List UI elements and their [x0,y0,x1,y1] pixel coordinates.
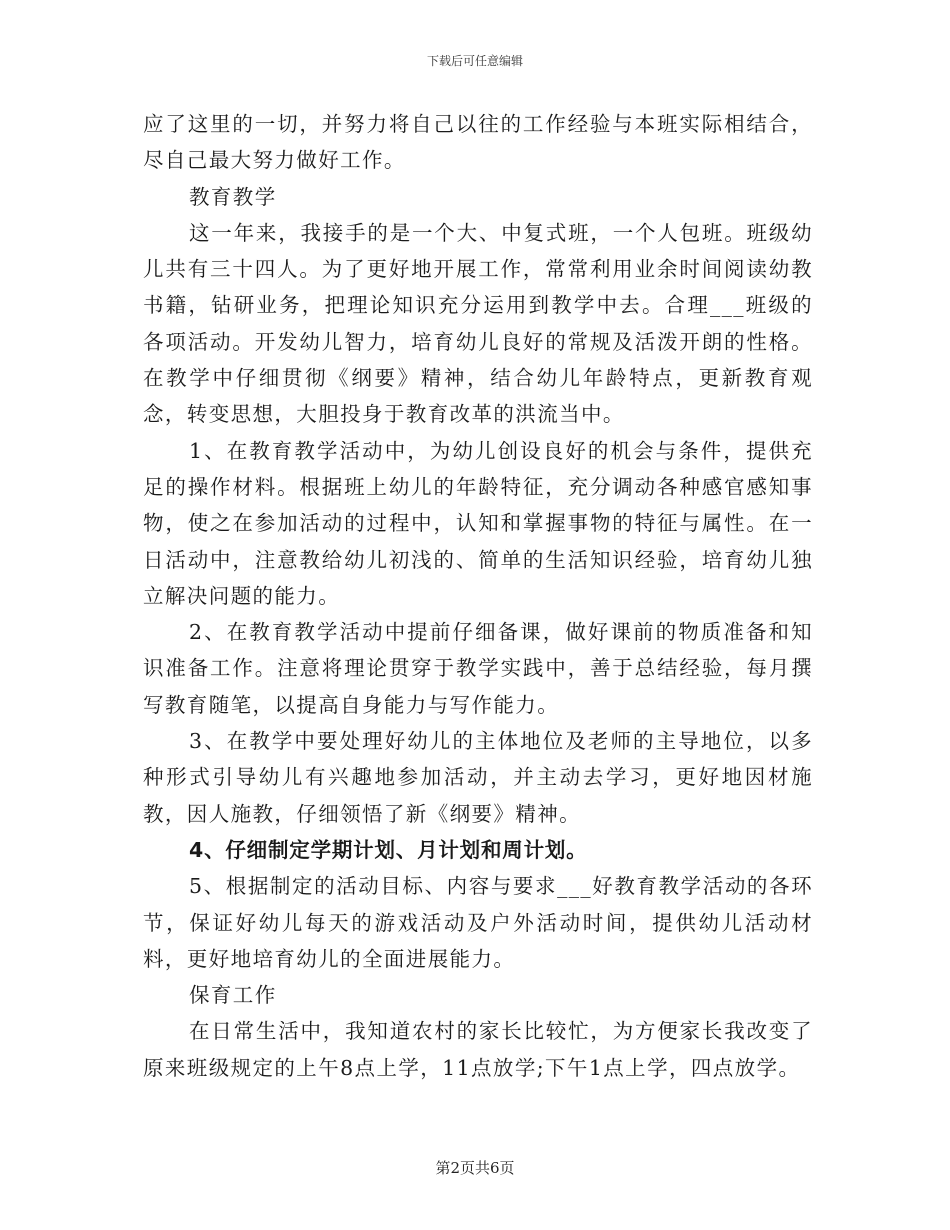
section-heading-teaching: 教育教学 [189,184,277,209]
list-item-3: 3、在教学中要处理好幼儿的主体地位及老师的主导地位，以多种形式引导幼儿有兴趣地参加活动，并主动去学习，更好地因材施教，因人施教，仔细领悟了新《纲要》精神。 [143,729,813,826]
section-heading-care: 保育工作 [189,983,277,1008]
page-footer: 第2页共6页 [435,1159,515,1177]
list-item-1: 1、在教育教学活动中，为幼儿创设良好的机会与条件，提供充足的操作材料。根据班上幼儿的年龄特征，充分调动各种感官感知事物，使之在参加活动的过程中，认知和掌握事物的特征与属性。在一日活动中，注意教给幼儿初浅的、简单的生活知识经验，培育幼儿独立解决问题的能力。 [143,438,813,608]
list-item-4: 4、仔细制定学期计划、月计划和周计划。 [189,837,588,862]
paragraph-care: 在日常生活中，我知道农村的家长比较忙，为方便家长我改变了原来班级规定的上午8点上学，11点放学;下午1点上学，四点放学。 [143,1019,813,1080]
document-body [143,106,813,1086]
list-item-5: 5、根据制定的活动目标、内容与要求___好教育教学活动的各环节，保证好幼儿每天的游戏活动及户外活动时间，提供幼儿活动材料，更好地培育幼儿的全面进展能力。 [143,874,813,971]
page-header: 下载后可任意编辑 [426,54,523,68]
paragraph-teaching-intro: 这一年来，我接手的是一个大、中复式班，一个人包班。班级幼儿共有三十四人。为了更好地开展工作，常常利用业余时间阅读幼教书籍，钻研业务，把理论知识充分运用到教学中去。合理___班级的各项活动。开发幼儿智力，培育幼儿良好的常规及活泼开朗的性格。在教学中仔细贯彻《纲要》精神，结合幼儿年龄特点，更新教育观念，转变思想，大胆投身于教育改革的洪流当中。 [143,220,813,427]
list-item-2: 2、在教育教学活动中提前仔细备课，做好课前的物质准备和知识准备工作。注意将理论贯穿于教学实践中，善于总结经验，每月撰写教育随笔，以提高自身能力与写作能力。 [143,620,813,717]
paragraph-continuation: 应了这里的一切，并努力将自己以往的工作经验与本班实际相结合，尽自己最大努力做好工作。 [143,112,813,173]
